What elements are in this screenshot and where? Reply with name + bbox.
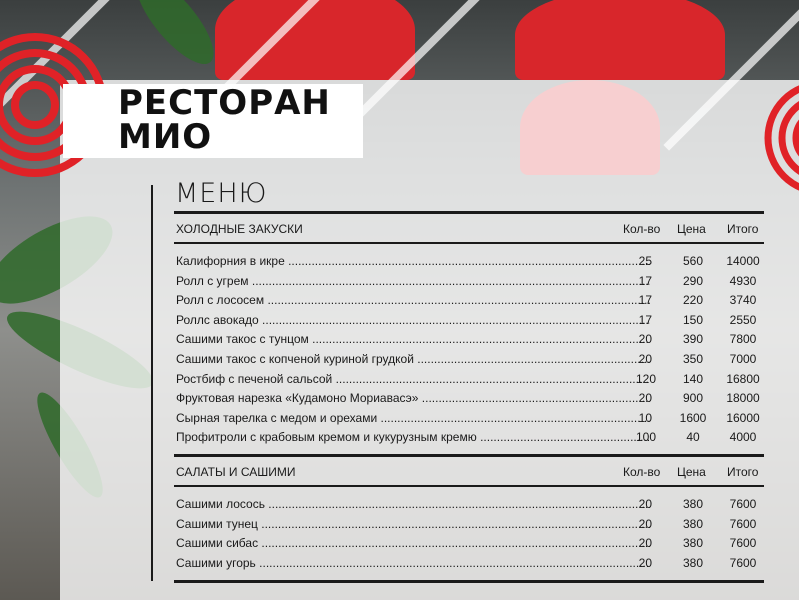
menu-item-row <box>174 495 764 515</box>
menu-item-name: Сашими такос с тунцом ..... <box>176 332 650 346</box>
menu-item-qty: 17 <box>638 273 652 288</box>
menu-item-name: Ростбиф с печеной сальсой ..... <box>176 372 650 386</box>
menu-item-price: 560 <box>682 254 704 268</box>
menu-item-row <box>174 428 764 448</box>
menu-item-qty: 20 <box>638 391 652 406</box>
menu-item-qty: 100 <box>636 430 657 445</box>
menu-item-qty: 17 <box>638 293 652 308</box>
menu-item-price: 350 <box>682 351 704 366</box>
section-salads-sashimi <box>174 454 764 573</box>
menu-item-price: 380 <box>682 516 704 531</box>
menu-item-price: 380 <box>682 536 704 551</box>
menu-item-total: 2550 <box>729 312 757 327</box>
menu-item-total: 3740 <box>729 293 757 308</box>
menu-item-price: 390 <box>682 332 704 347</box>
menu-item-price: 40 <box>686 430 700 445</box>
menu-item-row <box>174 330 764 350</box>
menu-item-name: Сашими такос с копченой куриной грудкой ..... <box>176 352 650 366</box>
menu-item-row <box>174 409 764 429</box>
menu-item-name: Сашими тунец ..... <box>176 517 650 531</box>
menu-item-row <box>174 515 764 535</box>
menu-item-qty: 20 <box>638 555 652 570</box>
menu-item-total: 7000 <box>729 351 757 366</box>
menu-item-qty: 20 <box>638 516 652 531</box>
menu-item-price: 150 <box>682 312 704 327</box>
column-price: Цена <box>677 222 706 236</box>
column-price: Цена <box>677 465 706 479</box>
menu-item-total: 7600 <box>729 555 757 570</box>
menu-item-price: 290 <box>682 273 704 288</box>
restaurant-title <box>118 83 331 157</box>
menu-item-total: 4930 <box>729 273 757 288</box>
item-list <box>174 487 764 573</box>
menu-item-total: 7600 <box>729 516 757 531</box>
menu-item-name: Сашими угорь ..... <box>176 556 650 570</box>
title-line-2: МИО <box>118 117 213 157</box>
title-line-1: РЕСТОРАН <box>118 83 331 123</box>
section-header <box>174 457 764 485</box>
column-qty: Кол-во <box>623 222 661 236</box>
menu-item-row <box>174 534 764 554</box>
menu-item-total: 4000 <box>729 430 757 445</box>
menu-item-price: 1600 <box>679 410 707 425</box>
menu-item-qty: 20 <box>638 497 652 511</box>
menu-item-price: 220 <box>682 293 704 308</box>
menu-item-row <box>174 350 764 370</box>
menu-item-price: 900 <box>682 391 704 406</box>
menu-item-row <box>174 272 764 292</box>
menu-item-row <box>174 554 764 574</box>
menu-item-row <box>174 311 764 331</box>
menu-item-total: 18000 <box>726 391 760 406</box>
menu-item-qty: 20 <box>638 536 652 551</box>
section-name: САЛАТЫ И САШИМИ <box>176 465 296 479</box>
menu-item-qty: 20 <box>638 351 652 366</box>
menu-item-price: 140 <box>682 371 704 386</box>
menu-item-qty: 17 <box>638 312 652 327</box>
menu-item-total: 7600 <box>729 536 757 551</box>
menu-item-name: Фруктовая нарезка «Кудамоно Мориавасэ» ..... <box>176 391 650 405</box>
menu-item-name: Ролл с угрем ..... <box>176 274 650 288</box>
menu-item-price: 380 <box>682 497 704 511</box>
menu-item-name: Сашими сибас ..... <box>176 536 650 550</box>
menu-item-price: 380 <box>682 555 704 570</box>
menu-item-total: 7600 <box>729 497 757 511</box>
menu-item-total: 16800 <box>726 371 760 386</box>
menu-heading: МЕНЮ <box>175 178 268 209</box>
column-qty: Кол-во <box>623 465 661 479</box>
section-name: ХОЛОДНЫЕ ЗАКУСКИ <box>176 222 303 236</box>
menu-item-total: 16000 <box>726 410 760 425</box>
menu-item-name: Калифорния в икре ..... <box>176 254 650 268</box>
menu-item-total: 14000 <box>726 254 760 268</box>
menu-item-row <box>174 291 764 311</box>
menu-item-total: 7800 <box>729 332 757 347</box>
section-cold-appetizers <box>174 211 764 448</box>
menu-item-row <box>174 389 764 409</box>
menu-item-row <box>174 370 764 390</box>
vertical-divider <box>151 185 153 581</box>
menu-item-qty: 20 <box>638 332 652 347</box>
menu-item-name: Профитроли с крабовым кремом и кукурузным кремю ..... <box>176 430 650 444</box>
menu-item-name: Роллс авокадо ..... <box>176 313 650 327</box>
column-total: Итого <box>727 465 759 479</box>
menu-item-row <box>174 252 764 272</box>
menu-item-name: Сашими лосось ..... <box>176 497 650 511</box>
menu-item-qty: 10 <box>638 410 652 425</box>
menu-item-name: Ролл с лососем ..... <box>176 293 650 307</box>
menu-item-qty: 120 <box>636 371 657 386</box>
column-total: Итого <box>727 222 759 236</box>
menu-item-name: Сырная тарелка с медом и орехами ..... <box>176 411 650 425</box>
section-header <box>174 214 764 242</box>
menu-item-qty: 25 <box>638 254 652 268</box>
bottom-rule <box>174 580 764 583</box>
item-list <box>174 244 764 448</box>
